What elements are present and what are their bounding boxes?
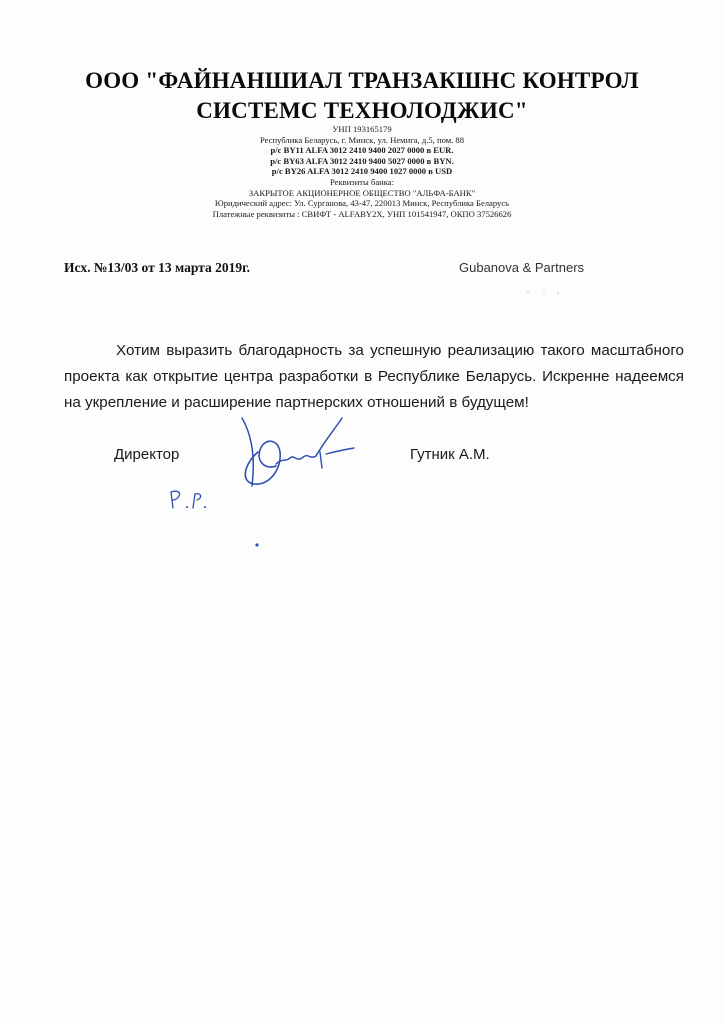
unp: УНП 193165179: [332, 124, 392, 134]
bank-legal-address: Юридический адрес: Ул. Сурганова, 43-47, 220013 Минск, Республика Беларусь: [214, 198, 510, 209]
signer-title: Директор: [114, 446, 180, 463]
account-eur: р/с BY11 ALFA 3012 2410 9400 2027 0000 в EUR.: [270, 145, 454, 156]
bank-name: ЗАКРЫТОЕ АКЦИОНЕРНОЕ ОБЩЕСТВО "АЛЬФА-БАНК": [248, 187, 476, 198]
company-address: Республика Беларусь, г. Минск, ул. Немига, д.5, пом. 88: [259, 134, 465, 145]
signature-image: [230, 412, 380, 492]
outgoing-reference: Исх. №13/03 от 13 марта 2019г.: [64, 260, 251, 275]
addressee: Gubanova & Partners: [459, 260, 585, 275]
company-name-line1: ООО "ФАЙНАНШИАЛ ТРАНЗАКШНС КОНТРОЛ: [85, 68, 639, 93]
account-usd: р/с BY26 ALFA 3012 2410 9400 1027 0000 в USD: [271, 166, 453, 177]
letterhead-details: [120, 124, 604, 219]
ink-dot: [252, 540, 262, 550]
bank-details-label: Реквизиты банка:: [329, 176, 395, 187]
signer-name: Гутник А.М.: [410, 446, 490, 463]
company-name: [40, 66, 684, 126]
handwritten-initials: [165, 488, 225, 512]
scan-speckles: [524, 288, 564, 296]
bank-payment-details: Платежные реквизиты : СВИФТ - ALFABY2X, УНП 101541947, ОКПО 37526626: [212, 208, 512, 219]
company-name-line2: СИСТЕМС ТЕХНОЛОДЖИС": [196, 98, 528, 123]
account-byn: р/с BY63 ALFA 3012 2410 9400 5027 0000 в BYN.: [270, 155, 454, 166]
letter-body: Хотим выразить благодарность за успешную реализацию такого масштабного проекта как открытие центра разработки в Республике Беларусь. Искренне надеемся на укрепление и расширение партнерских отношений в будущем!: [64, 342, 684, 411]
